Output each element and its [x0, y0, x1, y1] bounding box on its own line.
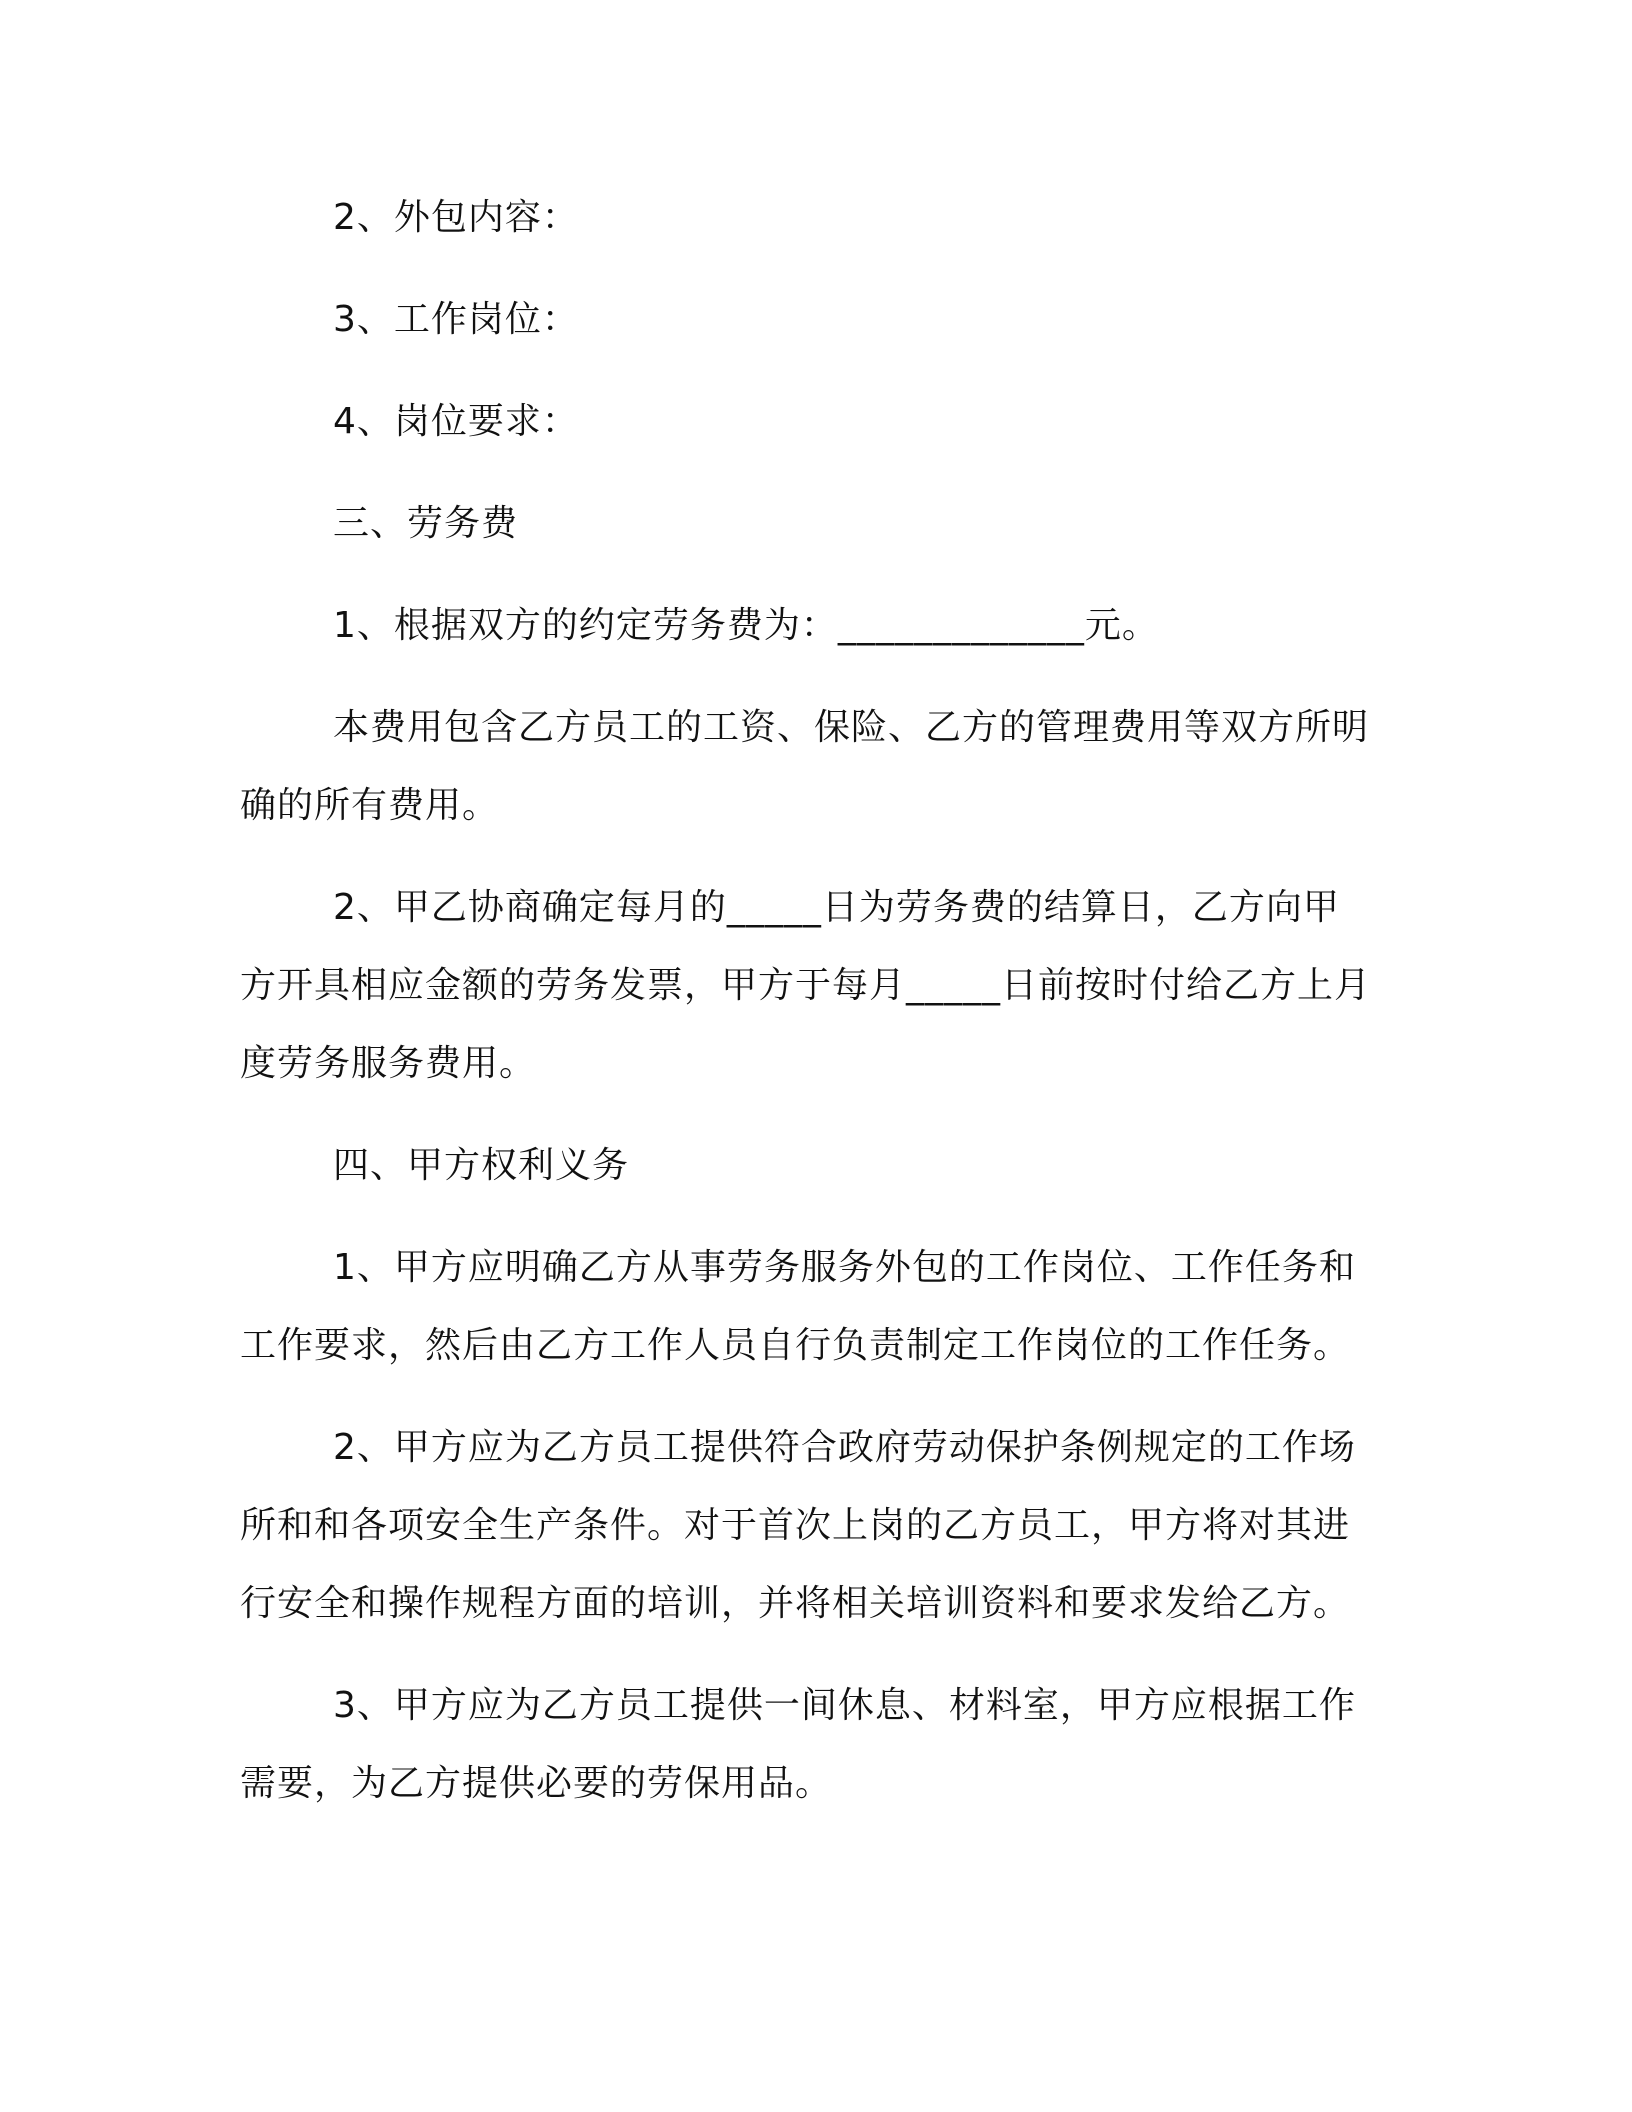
- item-job-position: 3、工作岗位：: [333, 299, 579, 340]
- item-outsourcing-content: 2、外包内容：: [333, 197, 579, 238]
- settlement-line-3: 度劳务服务费用。: [240, 1043, 537, 1084]
- party-a-item3-line-1: 3、甲方应为乙方员工提供一间休息、材料室，甲方应根据工作: [333, 1685, 1356, 1726]
- fee-includes-line-1: 本费用包含乙方员工的工资、保险、乙方的管理费用等双方所明: [333, 707, 1370, 748]
- section-heading-party-a-rights: 四、甲方权利义务: [333, 1145, 630, 1186]
- party-a-item1-line-1: 1、甲方应明确乙方从事劳务服务外包的工作岗位、工作任务和: [333, 1247, 1356, 1288]
- party-a-item2-line-1: 2、甲方应为乙方员工提供符合政府劳动保护条例规定的工作场: [333, 1427, 1356, 1468]
- party-a-item1-line-2: 工作要求，然后由乙方工作人员自行负责制定工作岗位的工作任务。: [240, 1325, 1351, 1366]
- party-a-item3-line-2: 需要，为乙方提供必要的劳保用品。: [240, 1763, 833, 1804]
- labor-fee-amount-line: 1、根据双方的约定劳务费为：_____________元。: [333, 605, 1159, 646]
- settlement-line-1: 2、甲乙协商确定每月的_____日为劳务费的结算日，乙方向甲: [333, 887, 1340, 928]
- settlement-line-2: 方开具相应金额的劳务发票，甲方于每月_____日前按时付给乙方上月: [240, 965, 1372, 1006]
- item-job-requirements: 4、岗位要求：: [333, 401, 579, 442]
- party-a-item2-line-2: 所和和各项安全生产条件。对于首次上岗的乙方员工，甲方将对其进: [240, 1505, 1351, 1546]
- party-a-item2-line-3: 行安全和操作规程方面的培训，并将相关培训资料和要求发给乙方。: [240, 1583, 1351, 1624]
- fee-includes-line-2: 确的所有费用。: [240, 785, 500, 826]
- section-heading-labor-fee: 三、劳务费: [333, 503, 519, 544]
